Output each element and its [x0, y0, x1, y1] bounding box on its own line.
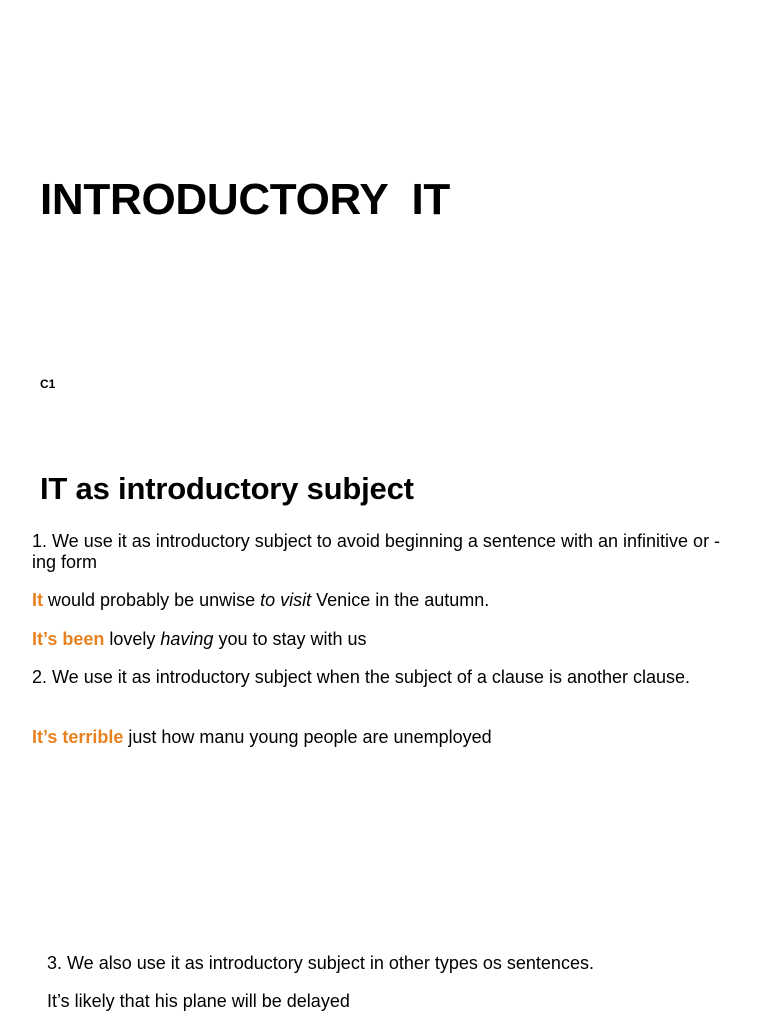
example-1-highlight: It [32, 590, 43, 610]
example-3-text: just how manu young people are unemployed [123, 727, 492, 747]
example-1-italic: to visit [260, 590, 312, 610]
level-label: C1 [40, 377, 56, 391]
rule-3-text: 3. We also use it as introductory subject in other types os sentences. [47, 953, 594, 973]
example-2 [32, 629, 722, 650]
example-2-highlight: It’s been [32, 629, 105, 649]
example-1-text-a: would probably be unwise [43, 590, 261, 610]
example-2-italic: having [160, 629, 214, 649]
example-1-text-b: Venice in the autumn. [311, 590, 490, 610]
example-3-highlight: It’s terrible [32, 727, 124, 747]
section-heading: IT as introductory subject [40, 471, 414, 506]
example-1 [32, 590, 722, 611]
example-3 [32, 727, 722, 748]
rule-2-text: 2. We use it as introductory subject when the subject of a clause is another clause. [32, 667, 691, 687]
rule-1-text: 1. We use it as introductory subject to avoid beginning a sentence with an infinitive or -ing form [32, 531, 721, 572]
example-2-text-a: lovely [104, 629, 161, 649]
page-title: INTRODUCTORY IT [40, 175, 450, 224]
example-2-text-b: you to stay with us [213, 629, 367, 649]
example-4: It’s likely that his plane will be delayed [47, 991, 350, 1011]
